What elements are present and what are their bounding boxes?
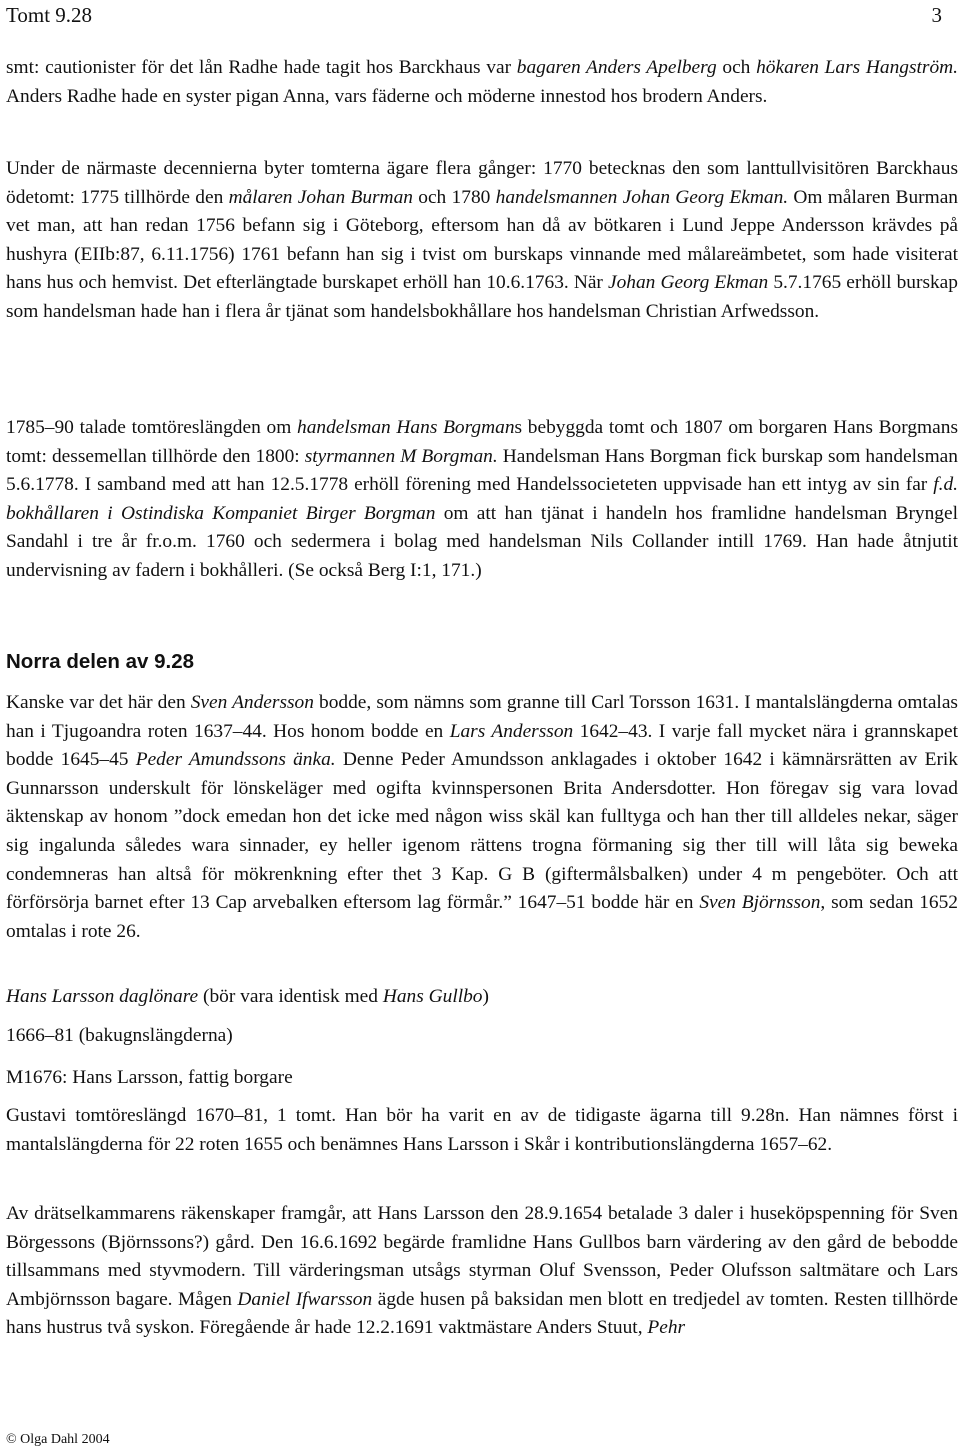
section-heading: Norra delen av 9.28 [6, 650, 195, 673]
paragraph-gustavi: Gustavi tomtöreslängd 1670–81, 1 tomt. Han bör ha varit en av de tidigaste ägarna till 9.28n. Han nämnes först i mantalslängderna för 22 roten 1655 och benämnes Hans Larsson i Skår i kontributionslängderna 1657–62. [6, 1105, 958, 1155]
page-number: 3 [931, 3, 942, 27]
page-header-title: Tomt 9.28 [6, 3, 93, 27]
copyright-footer: © Olga Dahl 2004 [6, 1432, 110, 1447]
paragraph-owners-1770: Under de närmaste decennierna byter tomterna ägare flera gånger: 1770 betecknas den som lanttullvisitören Barckhaus ödetomt: 1775 tillhörde den målaren Johan Burman och 1780 handelsmannen Johan Georg Ekman. Om målaren Burman vet man, att han redan 1756 befann sig i Göteborg, eftersom han då av bötkaren i Lund Jeppe Andersson krävdes på hushyra (EIIb:87, 6.11.1756) 1761 befann han sig i tvist om burskaps vinnande med målareämbetet, som hade visiterat hans hus och hemvist. Det efterlängtade burskapet erhöll han 10.6.1763. När Johan Georg Ekman 5.7.1765 erhöll burskap som handelsman hade han i flera år tjänat som handelsbokhållare hos handelsman Christian Arfwedsson. [6, 158, 958, 322]
paragraph-bakugnslangderna: 1666–81 (bakugnslängderna) [6, 1025, 233, 1046]
paragraph-cautionister: smt: cautionister för det lån Radhe hade tagit hos Barckhaus var bagaren Anders Apelberg och hökaren Lars Hangström. Anders Radhe hade en syster pigan Anna, vars fäderne och möderne innestod hos brodern Anders. [6, 57, 958, 107]
paragraph-hans-larsson: Hans Larsson daglönare (bör vara identisk med Hans Gullbo) [6, 986, 489, 1007]
paragraph-sven-andersson: Kanske var det här den Sven Andersson bodde, som nämns som granne till Carl Torsson 1631. I mantalslängderna omtalas han i Tjugoandra roten 1637–44. Hos honom bodde en Lars Andersson 1642–43. I varje fall mycket nära i grannskapet bodde 1645–45 Peder Amundssons änka. Denne Peder Amundsson anklagades i oktober 1642 i kämnärsrätten av Erik Gunnarsson underskult för lönskeläger med ogifta kvinnspersonen Brita Andersdotter. Hon föregav sig vara lovad äktenskap av honom ”dock emedan hon det icke med någon wiss skäl kan fulltyga och han ther till alldeles nekar, säger sig ingalunda således wara sinnader, ey heller igenom rättens trogna förmaning sig ther till will låta sig beweka condemneras han altså för mökrenkning efter thet 3 Kap. G B (giftermålsbalken) under 4 m pengeböter. Och att förförsörja barnet efter 13 Cap arvebalken eftersom lag förmår.” 1647–51 bodde här en Sven Björnsson, som sedan 1652 omtalas i rote 26. [6, 692, 958, 942]
paragraph-m1676: M1676: Hans Larsson, fattig borgare [6, 1067, 293, 1088]
paragraph-dratselkammaren: Av drätselkammarens räkenskaper framgår, att Hans Larsson den 28.9.1654 betalade 3 daler i huseköpspenning för Sven Börgessons (Björnssons?) gård. Den 16.6.1692 begärde framlidne Hans Gullbos barn värdering av den gård de bebodde tillsammans med styvmodern. Till värderingsman utsågs styrman Oluf Svensson, Peder Olufsson saltmätare och Lars Ambjörnsson bagare. Mågen Daniel Ifwarsson ägde husen på baksidan men blott en tredjedel av tomten. Resten tillhörde hans hustrus två syskon. Föregående år hade 12.2.1691 vaktmästare Anders Stuut, Pehr [6, 1203, 958, 1339]
paragraph-borgman: 1785–90 talade tomtöreslängden om handelsman Hans Borgmans bebyggda tomt och 1807 om borgaren Hans Borgmans tomt: dessemellan tillhörde den 1800: styrmannen M Borgman. Handelsman Hans Borgman fick burskap som handelsman 5.6.1778. I samband med att han 12.5.1778 erhöll förening med Handelssocieteten uppvisade han ett intyg av sin far f.d. bokhållaren i Ostindiska Kompaniet Birger Borgman om att han tjänat i handeln hos framlidne handelsman Bryngel Sandahl i tre år fr.o.m. 1760 och sedermera i bolag med handelsman Nils Collander intill 1769. Han hade åtnjutit undervisning av fadern i bokhålleri. (Se också Berg I:1, 171.) [6, 417, 958, 581]
